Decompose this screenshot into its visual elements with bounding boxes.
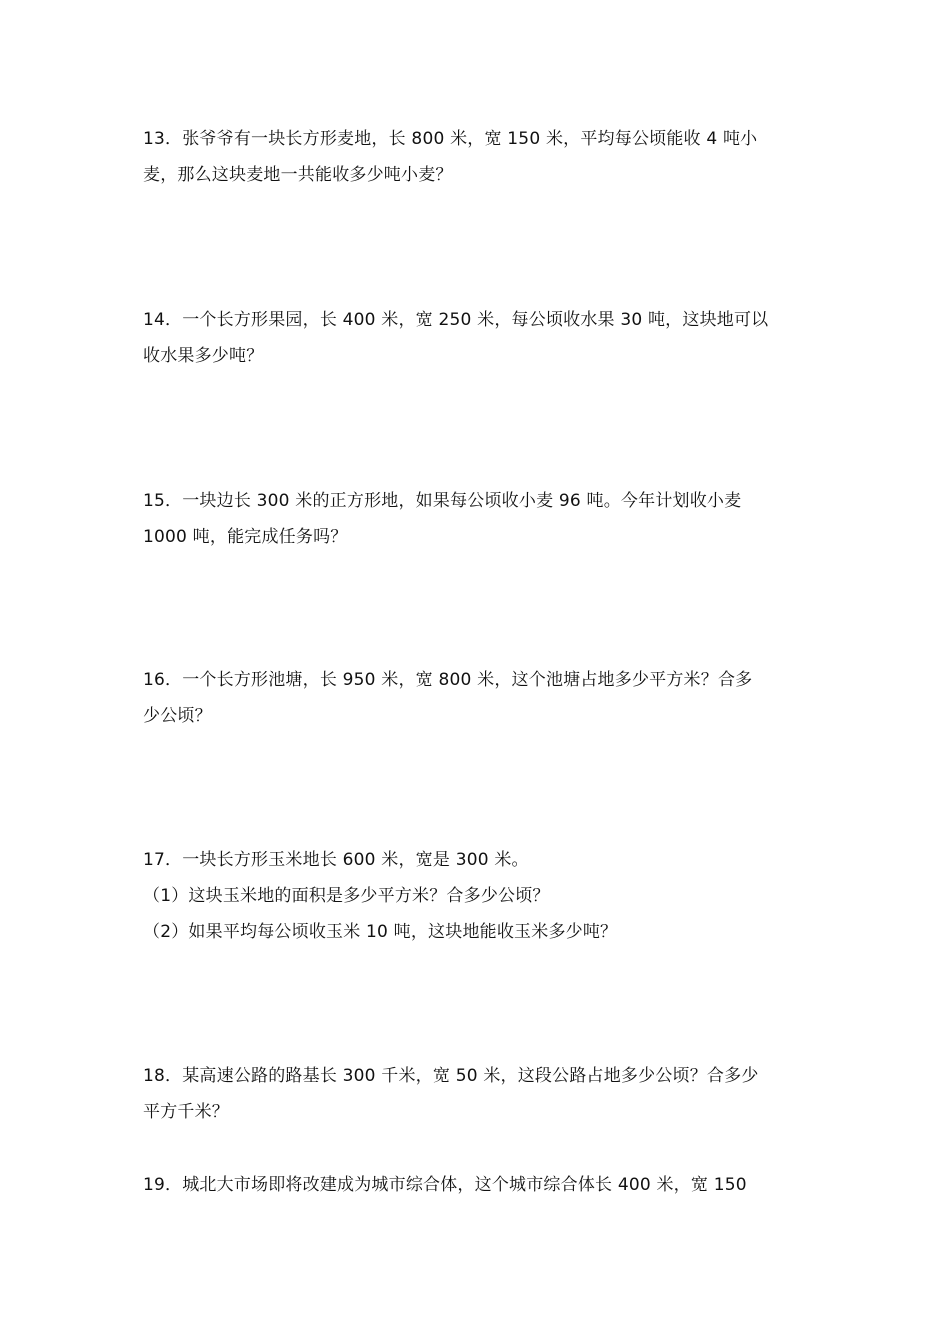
problem-16 xyxy=(143,662,823,734)
problem-15-line-2: 1000 吨，能完成任务吗？ xyxy=(143,527,348,547)
problem-18-line-2: 平方千米？ xyxy=(143,1102,229,1122)
problem-19 xyxy=(143,1167,823,1203)
problem-18-line-1: 18．某高速公路的路基长 300 千米，宽 50 米，这段公路占地多少公顷？合多少 xyxy=(143,1066,759,1086)
problem-14-line-2: 收水果多少吨？ xyxy=(143,346,264,366)
problem-17-line-1: 17．一块长方形玉米地长 600 米，宽是 300 米。 xyxy=(143,850,529,870)
problem-16-line-1: 16．一个长方形池塘，长 950 米，宽 800 米，这个池塘占地多少平方米？合多 xyxy=(143,670,753,690)
problem-13-line-2: 麦，那么这块麦地一共能收多少吨小麦？ xyxy=(143,165,453,185)
problem-14 xyxy=(143,302,823,374)
problem-17 xyxy=(143,842,823,950)
problem-17-subquestion-1: （1）这块玉米地的面积是多少平方米？合多少公顷？ xyxy=(143,886,550,906)
problem-15 xyxy=(143,483,823,555)
problem-13 xyxy=(143,121,823,193)
problem-16-line-2: 少公顷？ xyxy=(143,706,212,726)
problem-13-line-1: 13．张爷爷有一块长方形麦地，长 800 米，宽 150 米，平均每公顷能收 4 吨小 xyxy=(143,129,758,149)
problem-19-line-1: 19．城北大市场即将改建成为城市综合体，这个城市综合体长 400 米，宽 150 xyxy=(143,1175,747,1195)
problem-17-subquestion-2: （2）如果平均每公顷收玉米 10 吨，这块地能收玉米多少吨？ xyxy=(143,922,618,942)
problem-18 xyxy=(143,1058,823,1130)
problem-15-line-1: 15．一块边长 300 米的正方形地，如果每公顷收小麦 96 吨。今年计划收小麦 xyxy=(143,491,742,511)
problem-14-line-1: 14．一个长方形果园，长 400 米，宽 250 米，每公顷收水果 30 吨，这块地可以 xyxy=(143,310,769,330)
